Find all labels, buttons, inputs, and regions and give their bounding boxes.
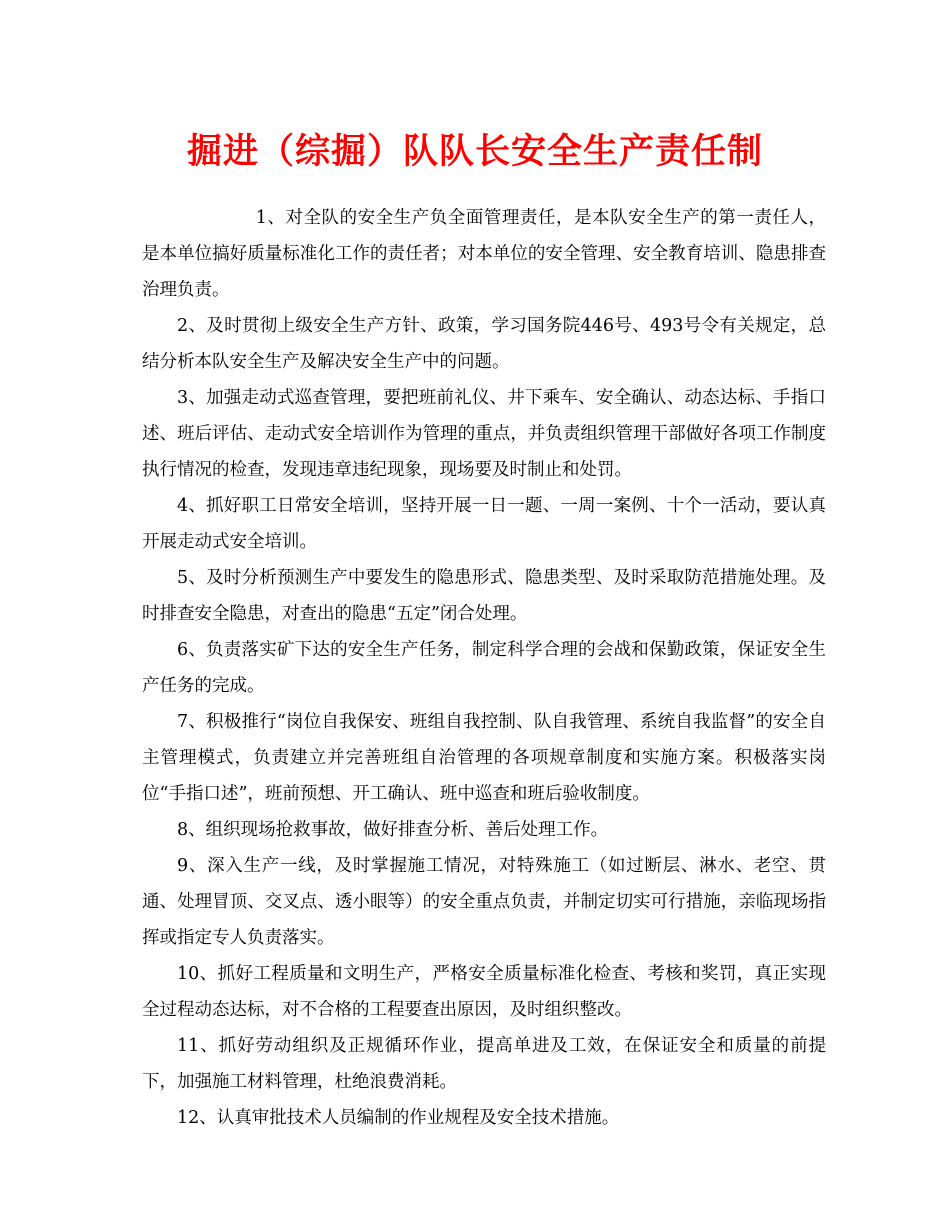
paragraph-4: 4、抓好职工日常安全培训，坚持开展一日一题、一周一案例、十个一活动，要认真开展走动式安全培训。 (142, 496, 826, 552)
paragraph-11: 11、抓好劳动组织及正规循环作业，提高单进及工效，在保证安全和质量的前提下，加强施工材料管理，杜绝浪费消耗。 (142, 1036, 826, 1092)
document-title: 掘进（综掘）队队长安全生产责任制 (186, 131, 763, 172)
paragraph-9: 9、深入生产一线，及时掌握施工情况，对特殊施工（如过断层、淋水、老空、贯通、处理冒顶、交叉点、透小眼等）的安全重点负责，并制定切实可行措施，亲临现场指挥或指定专人负责落实。 (142, 856, 826, 948)
paragraph-3: 3、加强走动式巡查管理，要把班前礼仪、井下乘车、安全确认、动态达标、手指口述、班后评估、走动式安全培训作为管理的重点，并负责组织管理干部做好各项工作制度执行情况的检查，发现违章违纪现象，现场要及时制止和处罚。 (142, 388, 826, 480)
paragraph-7: 7、积极推行“岗位自我保安、班组自我控制、队自我管理、系统自我监督”的安全自主管理模式，负责建立并完善班组自治管理的各项规章制度和实施方案。积极落实岗位“手指口述”，班前预想、开工确认、班中巡查和班后验收制度。 (142, 712, 826, 804)
paragraph-2: 2、及时贯彻上级安全生产方针、政策，学习国务院446号、493号令有关规定，总结分析本队安全生产及解决安全生产中的问题。 (142, 316, 826, 372)
paragraph-8: 8、组织现场抢救事故，做好排查分析、善后处理工作。 (177, 820, 609, 840)
paragraph-12: 12、认真审批技术人员编制的作业规程及安全技术措施。 (177, 1108, 620, 1128)
document-body (142, 200, 826, 1136)
paragraph-10: 10、抓好工程质量和文明生产，严格安全质量标准化检查、考核和奖罚，真正实现全过程动态达标，对不合格的工程要查出原因，及时组织整改。 (142, 964, 826, 1020)
paragraph-6: 6、负责落实矿下达的安全生产任务，制定科学合理的会战和保勤政策，保证安全生产任务的完成。 (142, 640, 826, 696)
paragraph-5: 5、及时分析预测生产中要发生的隐患形式、隐患类型、及时采取防范措施处理。及时排查安全隐患，对查出的隐患“五定”闭合处理。 (142, 568, 826, 624)
paragraph-1: 1、对全队的安全生产负全面管理责任，是本队安全生产的第一责任人，是本单位搞好质量标准化工作的责任者；对本单位的安全管理、安全教育培训、隐患排查治理负责。 (142, 208, 826, 300)
